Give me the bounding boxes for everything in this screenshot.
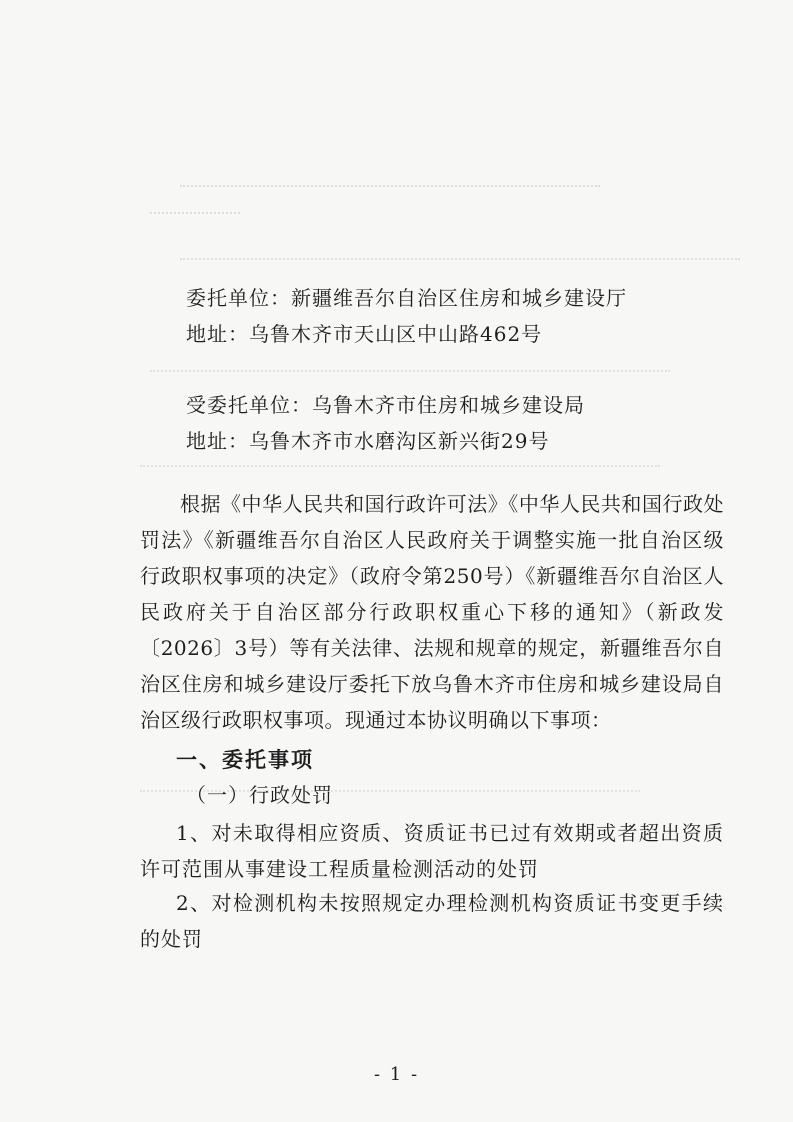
sub-heading: （一）行政处罚 bbox=[186, 783, 333, 807]
bleed-through-artifact bbox=[140, 465, 660, 477]
bleed-through-artifact bbox=[150, 212, 240, 224]
entrusting-address: 地址：乌鲁木齐市天山区中山路462号 bbox=[186, 322, 543, 346]
list-item: 1、对未取得相应资质、资质证书已过有效期或者超出资质许可范围从事建设工程质量检测活动的处罚 bbox=[140, 821, 724, 881]
page-number: - 1 - bbox=[373, 1064, 420, 1085]
entrusted-address: 地址：乌鲁木齐市水磨沟区新兴街29号 bbox=[186, 429, 550, 453]
list-item: 2、对检测机构未按照规定办理检测机构资质证书变更手续的处罚 bbox=[140, 891, 724, 951]
section-heading: 一、委托事项 bbox=[176, 747, 314, 772]
entrusting-unit: 委托单位：新疆维吾尔自治区住房和城乡建设厅 bbox=[186, 286, 627, 310]
bleed-through-artifact bbox=[180, 258, 740, 270]
entrusted-unit: 受委托单位：乌鲁木齐市住房和城乡建设局 bbox=[186, 393, 585, 417]
bleed-through-artifact bbox=[150, 370, 670, 382]
preamble-paragraph: 根据《中华人民共和国行政许可法》《中华人民共和国行政处罚法》《新疆维吾尔自治区人民政府关于调整实施一批自治区级行政职权事项的决定》（政府令第250号）《新疆维吾尔自治区人民政府关于自治区部分行政职权重心下移的通知》（新政发〔2026〕3号）等有关法律、法规和规章的规定，新疆维吾尔自治区住房和城乡建设厅委托下放乌鲁木齐市住房和城乡建设局自治区级行政职权事项。现通过本协议明确以下事项： bbox=[140, 492, 724, 732]
bleed-through-artifact bbox=[180, 185, 600, 199]
